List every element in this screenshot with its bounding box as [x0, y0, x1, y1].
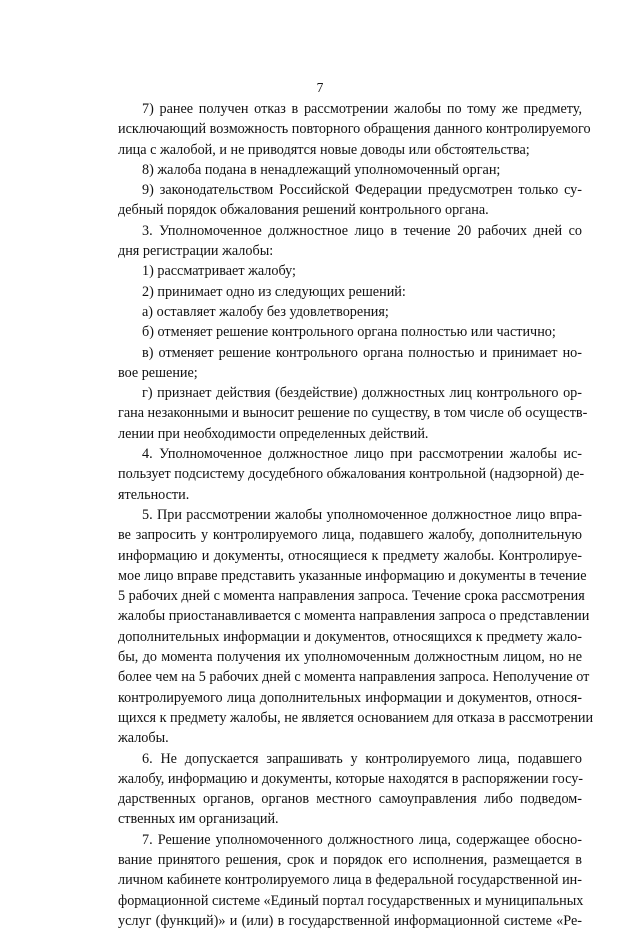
text-line: а) оставляет жалобу без удовлетворения;	[142, 303, 389, 320]
text-line: пользует подсистему досудебного обжалования контрольной (надзорной) де-	[118, 466, 585, 483]
text-line: щихся к предмету жалобы, не является основанием для отказа в рассмотрении	[118, 709, 594, 726]
text-line: информацию и документы, относящиеся к предмету жалобы. Контролируе-	[118, 547, 582, 564]
text-line: г) признает действия (бездействие) должностных лиц контрольного ор-	[142, 385, 582, 402]
text-line: бы, до момента получения их уполномоченным должностным лицом, но не	[118, 649, 582, 666]
text-line: вое решение;	[118, 364, 198, 381]
text-line: 7) ранее получен отказ в рассмотрении жалобы по тому же предмету,	[142, 101, 582, 117]
text-line: услуг (функций)» и (или) в государственной информационной системе «Ре-	[118, 912, 582, 929]
text-line: исключающий возможность повторного обращения данного контролируемого	[118, 121, 591, 138]
text-line: дарственных органов, органов местного самоуправления либо подведом-	[118, 791, 582, 808]
text-line: дополнительных информации и документов, относящихся к предмету жало-	[118, 628, 582, 645]
text-line: ятельности.	[118, 486, 190, 503]
text-line: 6. Не допускается запрашивать у контролируемого лица, подавшего	[142, 750, 582, 767]
text-line: дебный порядок обжалования решений контрольного органа.	[118, 202, 489, 219]
text-line: лении при необходимости определенных действий.	[118, 425, 429, 442]
text-line: вание принятого решения, срок и порядок его исполнения, размещается в	[118, 851, 582, 868]
text-line: гана незаконными и выносит решение по существу, в том числе об осуществ-	[118, 405, 588, 422]
text-line: в) отменяет решение контрольного органа полностью и принимает но-	[142, 344, 582, 361]
text-line: жалобу, информацию и документы, которые находятся в распоряжении госу-	[118, 770, 584, 787]
text-line: ственных им организаций.	[118, 811, 279, 828]
text-line: формационной системе «Единый портал государственных и муниципальных	[118, 892, 584, 909]
text-line: жалобы приостанавливается с момента направления запроса о представлении	[118, 608, 590, 625]
text-line: 4. Уполномоченное должностное лицо при рассмотрении жалобы ис-	[142, 446, 582, 463]
document-body	[118, 99, 594, 931]
text-line: б) отменяет решение контрольного органа полностью или частично;	[142, 324, 556, 341]
text-line: лица с жалобой, и не приводятся новые доводы или обстоятельства;	[118, 141, 530, 158]
text-line: более чем на 5 рабочих дней с момента направления запроса. Неполучение от	[118, 669, 590, 686]
text-line: 7. Решение уполномоченного должностного лица, содержащее обосно-	[142, 831, 582, 848]
text-line: 8) жалоба подана в ненадлежащий уполномоченный орган;	[142, 161, 501, 178]
text-line: 1) рассматривает жалобу;	[142, 263, 296, 280]
text-line: 9) законодательством Российской Федерации предусмотрен только су-	[142, 182, 582, 199]
text-line: 5. При рассмотрении жалобы уполномоченное должностное лицо впра-	[142, 506, 582, 523]
text-line: ве запросить у контролируемого лица, подавшего жалобу, дополнительную	[118, 527, 582, 544]
text-line: дня регистрации жалобы:	[118, 243, 274, 260]
text-line: контролируемого лица дополнительных информации и документов, относя-	[118, 689, 582, 706]
text-line: 5 рабочих дней с момента направления запроса. Течение срока рассмотрения	[118, 588, 585, 605]
text-line: 3. Уполномоченное должностное лицо в течение 20 рабочих дней со	[142, 222, 582, 239]
text-line: 2) принимает одно из следующих решений:	[142, 283, 406, 300]
text-line: мое лицо вправе представить указанные информацию и документы в течение	[118, 567, 587, 584]
page-number: 7	[316, 80, 324, 95]
text-line: жалобы.	[118, 730, 169, 747]
text-line: личном кабинете контролируемого лица в федеральной государственной ин-	[118, 872, 582, 889]
